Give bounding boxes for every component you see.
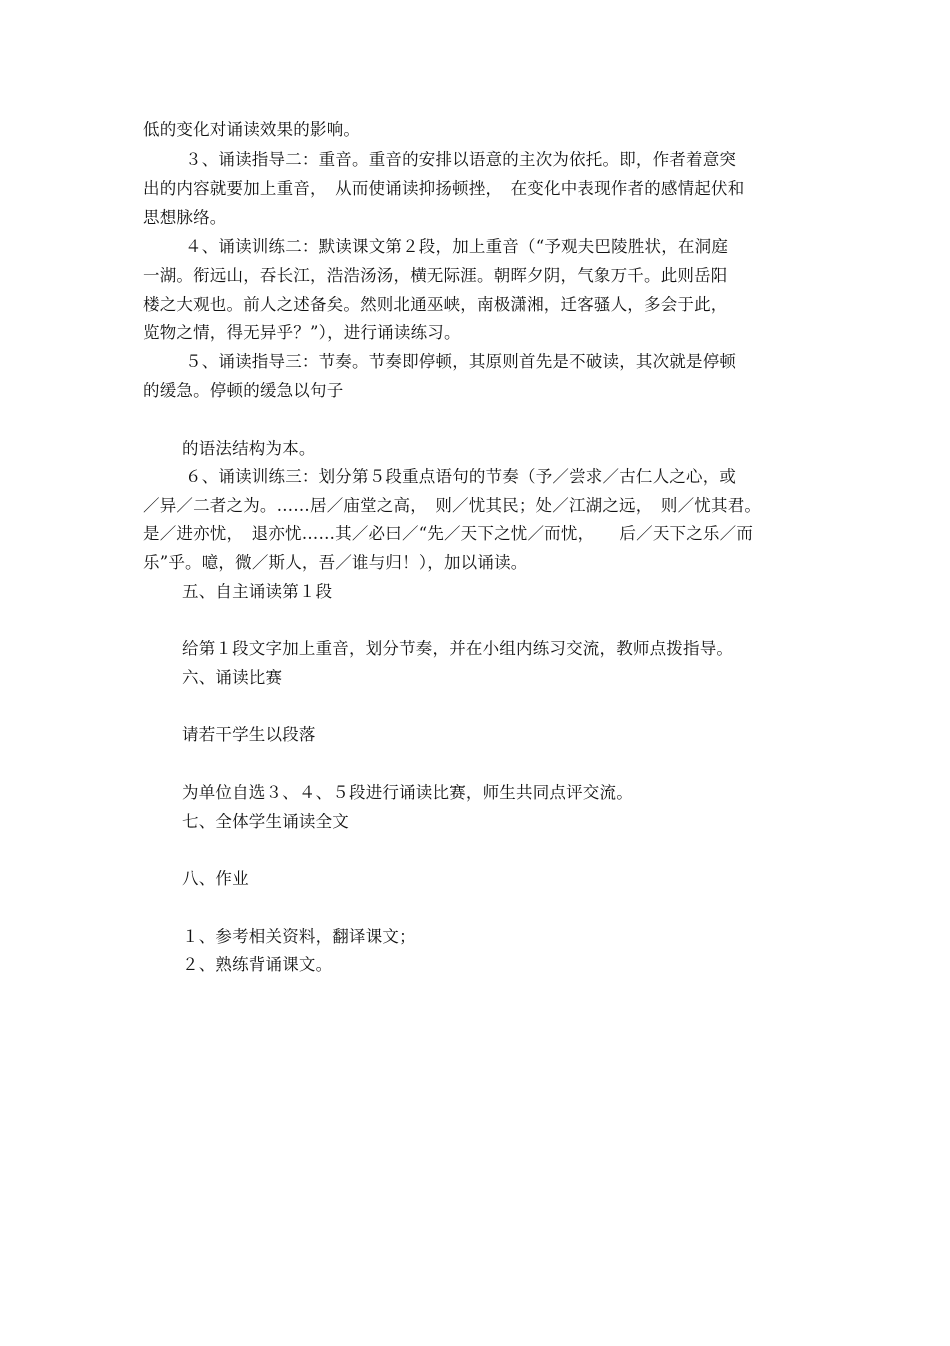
paragraph-line: 低的变化对诵读效果的影响。 (143, 120, 361, 139)
paragraph-line: 乐”乎。噫，微／斯人，吾／谁与归！），加以诵读。 (143, 553, 528, 572)
paragraph-line: 出的内容就要加上重音， 从而使诵读抑扬顿挫， 在变化中表现作者的感情起伏和 (143, 179, 745, 198)
paragraph-line: 的语法结构为本。 (182, 439, 316, 458)
paragraph-line: 是／进亦忧， 退亦忧……其／必曰／“先／天下之忧／而忧， 后／天下之乐／而 (143, 524, 754, 543)
section-heading: 七、全体学生诵读全文 (182, 812, 349, 831)
section-heading: 五、自主诵读第１段 (182, 582, 333, 601)
paragraph-line: ／异／二者之为。……居／庙堂之高， 则／忧其民；处／江湖之远， 则／忧其君。 (143, 496, 762, 515)
paragraph-line: 给第１段文字加上重音，划分节奏，并在小组内练习交流，教师点拨指导。 (182, 639, 734, 658)
paragraph-line: 楼之大观也。前人之述备矣。然则北通巫峡，南极潇湘，迁客骚人，多会于此， (143, 295, 728, 314)
paragraph-line: 为单位自选３、４、５段进行诵读比赛，师生共同点评交流。 (182, 783, 633, 802)
section-heading: 八、作业 (182, 869, 249, 888)
paragraph-line: ５、诵读指导三：节奏。节奏即停顿，其原则首先是不破读，其次就是停顿 (185, 352, 737, 371)
paragraph-line: 的缓急。停顿的缓急以句子 (143, 381, 344, 400)
paragraph-line: 思想脉络。 (143, 208, 227, 227)
paragraph-line: ６、诵读训练三：划分第５段重点语句的节奏（予／尝求／古仁人之心，或 (185, 467, 737, 486)
list-item: １、参考相关资料，翻译课文； (182, 927, 416, 946)
paragraph-line: 请若干学生以段落 (182, 725, 316, 744)
paragraph-line: ４、诵读训练二：默读课文第２段，加上重音（“予观夫巴陵胜状，在洞庭 (185, 237, 729, 256)
section-heading: 六、诵读比赛 (182, 668, 283, 687)
paragraph-line: 览物之情，得无异乎？”），进行诵读练习。 (143, 323, 461, 342)
list-item: ２、熟练背诵课文。 (182, 955, 333, 974)
paragraph-line: ３、诵读指导二：重音。重音的安排以语意的主次为依托。即，作者着意突 (185, 150, 737, 169)
paragraph-line: 一湖。衔远山，吞长江，浩浩汤汤，横无际涯。朝晖夕阴，气象万千。此则岳阳 (143, 266, 728, 285)
